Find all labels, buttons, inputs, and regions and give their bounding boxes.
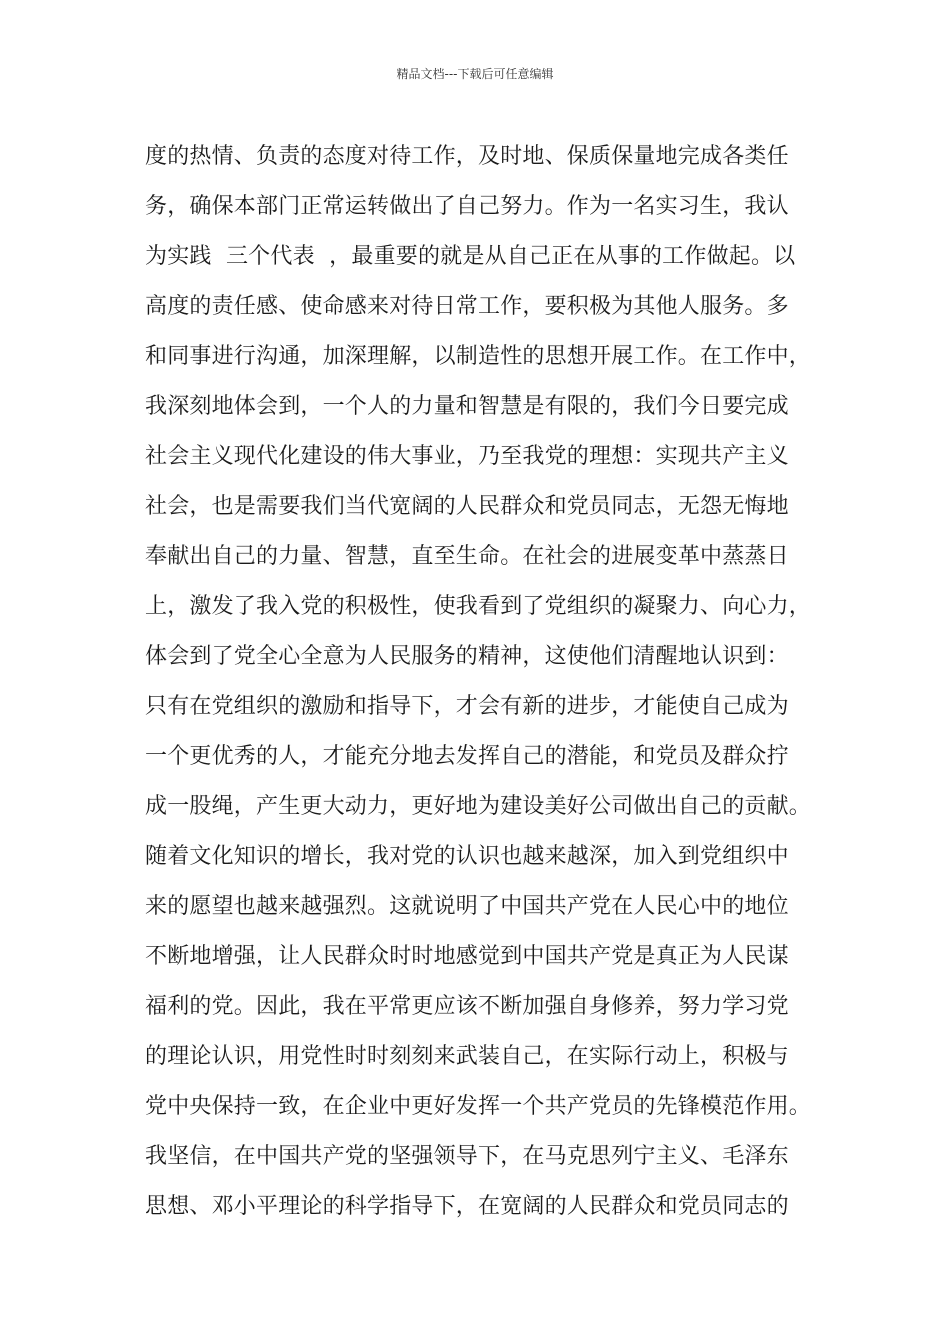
- text-line: 为实践 三个代表 ，最重要的就是从自己正在从事的工作做起。以: [145, 244, 796, 269]
- text-line: 的理论认识，用党性时时刻刻来武装自己，在实际行动上，积极与: [145, 1044, 789, 1069]
- text-line: 福利的党。因此，我在平常更应该不断加强自身修养，努力学习党: [145, 994, 789, 1019]
- text-line: 只有在党组织的激励和指导下，才会有新的进步，才能使自己成为: [145, 694, 789, 719]
- text-line: 高度的责任感、使命感来对待日常工作，要积极为其他人服务。多: [145, 294, 789, 319]
- text-line: 社会主义现代化建设的伟大事业，乃至我党的理想：实现共产主义: [145, 444, 789, 469]
- text-line: 党中央保持一致，在企业中更好发挥一个共产党员的先锋模范作用。: [145, 1094, 812, 1119]
- text-line: 度的热情、负责的态度对待工作，及时地、保质保量地完成各类任: [145, 144, 789, 169]
- text-line: 来的愿望也越来越强烈。这就说明了中国共产党在人民心中的地位: [145, 894, 789, 919]
- page-header: 精品文档---下载后可任意编辑: [396, 67, 554, 81]
- text-line: 体会到了党全心全意为人民服务的精神，这使他们清醒地认识到：: [145, 644, 789, 669]
- text-line: 思想、邓小平理论的科学指导下，在宽阔的人民群众和党员同志的: [145, 1194, 789, 1219]
- text-line: 随着文化知识的增长，我对党的认识也越来越深，加入到党组织中: [145, 844, 789, 869]
- text-line: 不断地增强，让人民群众时时地感觉到中国共产党是真正为人民谋: [145, 944, 789, 969]
- text-line: 务，确保本部门正常运转做出了自己努力。作为一名实习生，我认: [145, 194, 789, 219]
- text-line: 我坚信，在中国共产党的坚强领导下，在马克思列宁主义、毛泽东: [145, 1144, 789, 1169]
- text-line: 一个更优秀的人，才能充分地去发挥自己的潜能，和党员及群众拧: [145, 744, 789, 769]
- text-line: 和同事进行沟通，加深理解，以制造性的思想开展工作。在工作中，: [145, 344, 812, 369]
- body-text: [145, 132, 835, 1232]
- text-line: 成一股绳，产生更大动力，更好地为建设美好公司做出自己的贡献。: [145, 794, 812, 819]
- text-line: 社会，也是需要我们当代宽阔的人民群众和党员同志，无怨无悔地: [145, 494, 789, 519]
- text-line: 我深刻地体会到，一个人的力量和智慧是有限的，我们今日要完成: [145, 394, 789, 419]
- text-line: 奉献出自己的力量、智慧，直至生命。在社会的进展变革中蒸蒸日: [145, 544, 789, 569]
- text-line: 上，激发了我入党的积极性，使我看到了党组织的凝聚力、向心力，: [145, 594, 812, 619]
